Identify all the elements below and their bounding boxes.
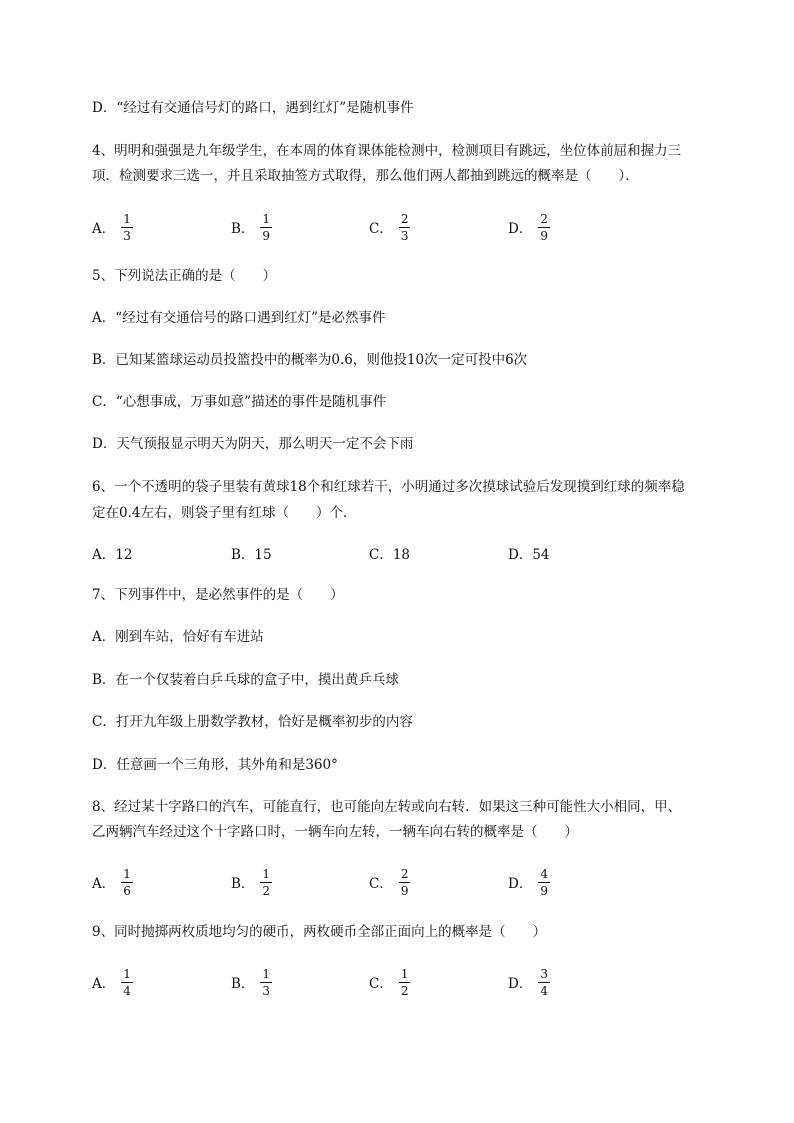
q9-option-c [369, 962, 410, 1002]
q8-stem-line2: 乙两辆汽车经过这个十字路口时，一辆车向左转，一辆车向右转的概率是（ ） [92, 824, 578, 840]
numerator: 2 [540, 211, 548, 226]
fraction [260, 967, 272, 998]
option-text: C．18 [369, 547, 411, 563]
fraction [121, 967, 133, 998]
numerator: 1 [123, 966, 131, 981]
denominator: 3 [400, 228, 409, 243]
q8-option-d [508, 862, 550, 902]
option-label: D． [508, 221, 533, 237]
q5-option-d: D．天气预报显示明天为阴天，那么明天一定不会下雨 [92, 436, 414, 452]
fraction [399, 967, 411, 998]
denominator: 9 [400, 883, 409, 898]
denominator: 6 [123, 883, 131, 898]
q6-option-d [508, 535, 550, 575]
q5-option-b: B．已知某篮球运动员投篮投中的概率为0.6，则他投10次一定可投中6次 [92, 352, 528, 368]
option-label: C． [369, 976, 393, 992]
q8-option-b [231, 862, 272, 902]
numerator: 2 [400, 866, 409, 881]
option-text: D．54 [508, 547, 550, 563]
option-label: D． [508, 976, 533, 992]
option-label: A． [92, 876, 116, 892]
q9-stem: 9、同时抛掷两枚质地均匀的硬币，两枚硬币全部正面向上的概率是（ ） [92, 924, 547, 940]
denominator: 4 [123, 983, 131, 998]
numerator: 1 [262, 866, 271, 881]
numerator: 4 [540, 866, 548, 881]
option-text: A．12 [92, 547, 133, 563]
option-label: A． [92, 221, 116, 237]
q5-stem: 5、下列说法正确的是（ ） [92, 268, 277, 284]
numerator: 1 [400, 966, 409, 981]
q7-option-a: A．刚到车站，恰好有车进站 [92, 629, 264, 645]
option-label: A． [92, 976, 116, 992]
q5-option-a: A．“经过有交通信号的路口遇到红灯”是必然事件 [92, 310, 386, 326]
q6-option-b [231, 535, 272, 575]
q4-stem-line2: 项．检测要求三选一，并且采取抽签方式取得，那么他们两人都抽到跳远的概率是（ ）． [92, 168, 639, 184]
fraction [538, 212, 550, 243]
option-text: B．15 [231, 547, 272, 563]
q6-option-a [92, 535, 132, 575]
option-label: B． [231, 976, 255, 992]
q9-option-a [92, 962, 133, 1002]
denominator: 9 [262, 228, 271, 243]
numerator: 1 [123, 866, 131, 881]
denominator: 9 [540, 228, 548, 243]
q7-option-d: D．任意画一个三角形，其外角和是360° [92, 757, 338, 773]
q8-option-c [369, 862, 410, 902]
q4-option-a [92, 207, 133, 247]
q3-option-d: D．“经过有交通信号灯的路口，遇到红灯”是随机事件 [92, 100, 414, 116]
option-label: B． [231, 221, 255, 237]
denominator: 3 [262, 983, 271, 998]
option-label: C． [369, 221, 393, 237]
option-label: B． [231, 876, 255, 892]
numerator: 1 [262, 966, 271, 981]
q8-stem-line1: 8、经过某十字路口的汽车，可能直行，也可能向左转或向右转．如果这三种可能性大小相同，甲、 [92, 799, 682, 815]
q7-stem: 7、下列事件中，是必然事件的是（ ） [92, 587, 344, 603]
fraction [121, 867, 133, 898]
q7-option-c: C．打开九年级上册数学教材，恰好是概率初步的内容 [92, 714, 413, 730]
numerator: 2 [400, 211, 409, 226]
q7-option-b: B．在一个仅装着白乒乓球的盒子中，摸出黄乒乓球 [92, 672, 399, 688]
numerator: 1 [123, 211, 131, 226]
option-label: C． [369, 876, 393, 892]
denominator: 4 [540, 983, 548, 998]
q6-option-c [369, 535, 410, 575]
fraction [538, 967, 550, 998]
q6-stem-line1: 6、一个不透明的袋子里装有黄球18个和红球若干，小明通过多次摸球试验后发现摸到红球的频率稳 [92, 479, 685, 495]
denominator: 9 [540, 883, 548, 898]
fraction [121, 212, 133, 243]
fraction [538, 867, 550, 898]
denominator: 3 [123, 228, 131, 243]
numerator: 1 [262, 211, 271, 226]
denominator: 2 [262, 883, 271, 898]
q4-option-d [508, 207, 550, 247]
fraction [399, 867, 411, 898]
denominator: 2 [400, 983, 409, 998]
q4-option-b [231, 207, 272, 247]
q4-option-c [369, 207, 410, 247]
fraction [399, 212, 411, 243]
option-label: D． [508, 876, 533, 892]
q9-option-b [231, 962, 272, 1002]
q4-stem-line1: 4、明明和强强是九年级学生，在本周的体育课体能检测中，检测项目有跳远，坐位体前屈和握力三 [92, 143, 682, 159]
fraction [260, 867, 272, 898]
q9-option-d [508, 962, 550, 1002]
fraction [260, 212, 272, 243]
numerator: 3 [540, 966, 548, 981]
q8-option-a [92, 862, 133, 902]
q6-stem-line2: 定在0.4左右，则袋子里有红球（ ）个． [92, 505, 357, 521]
q5-option-c: C．“心想事成，万事如意”描述的事件是随机事件 [92, 394, 387, 410]
